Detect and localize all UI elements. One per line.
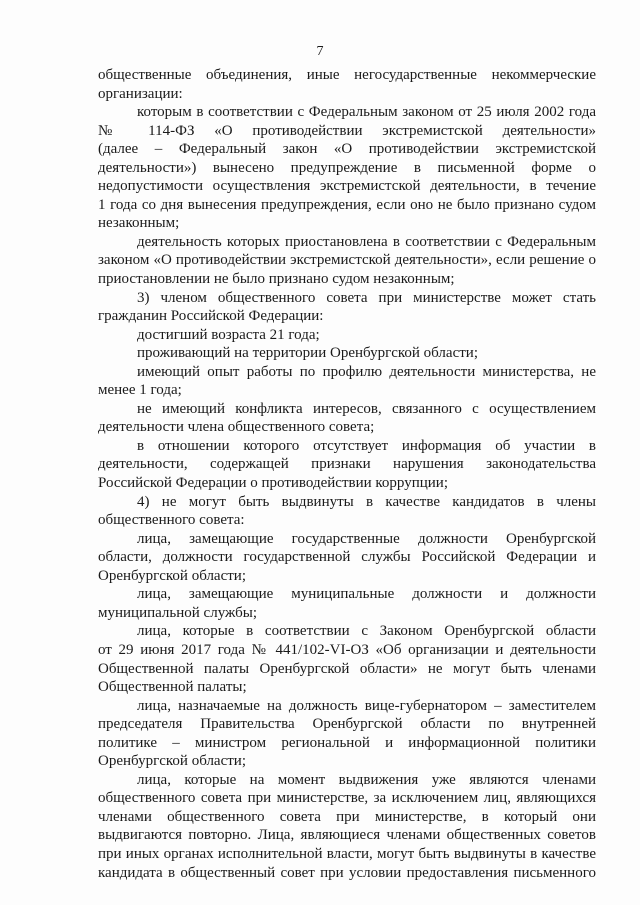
text-line: председателя Правительства Оренбургской области по внутренней [98, 716, 596, 733]
text-line: которым в соответствии с Федеральным законом от 25 июля 2002 года [137, 104, 596, 121]
text-line: деятельности, содержащей признаки нарушения законодательства [98, 456, 596, 473]
text-line: (далее – Федеральный закон «О противодействии экстремистской [98, 141, 596, 158]
text-line: приостановлении не было признано судом незаконным; [98, 271, 455, 288]
text-line: членами общественного совета при министерстве, в который они [98, 808, 596, 825]
text-line: при иных органах исполнительной власти, могут быть выдвинуты в качестве [98, 845, 596, 862]
text-line: незаконным; [98, 215, 180, 232]
text-line: не имеющий конфликта интересов, связанного с осуществлением [137, 400, 596, 417]
paragraph [98, 493, 596, 530]
text-line: от 29 июня 2017 года № 441/102-VI-ОЗ «Об организации и деятельности [98, 641, 596, 658]
text-line: общественные объединения, иные негосударственные некоммерческие [98, 67, 596, 83]
text-line: организации: [98, 85, 183, 102]
paragraph [98, 622, 596, 696]
text-line: общественного совета: [98, 512, 245, 529]
text-line: проживающий на территории Оренбургской области; [137, 345, 478, 362]
text-line: достигший возраста 21 года; [137, 326, 320, 343]
text-line: общественного совета при министерстве, за исключением лиц, являющихся [98, 790, 596, 807]
paragraph [98, 326, 596, 345]
text-line: Российской Федерации о противодействии коррупции; [98, 475, 448, 492]
text-line: законом «О противодействии экстремистской деятельности», если решение о [98, 252, 596, 269]
text-line: кандидата в общественный совет при условии предоставления письменного [98, 864, 596, 881]
text-line: в отношении которого отсутствует информация об участии в [137, 437, 596, 454]
text-line: Оренбургской области; [98, 567, 247, 584]
text-line: лица, замещающие муниципальные должности и должности [137, 586, 596, 603]
text-line: деятельности члена общественного совета; [98, 419, 375, 436]
text-line: муниципальной службы; [98, 604, 258, 621]
text-line: лица, которые на момент выдвижения уже являются членами [137, 771, 596, 788]
text-line: деятельности») вынесено предупреждение в письменной форме о [98, 159, 596, 176]
document-body [98, 66, 596, 882]
paragraph [98, 66, 596, 103]
paragraph [98, 344, 596, 363]
paragraph [98, 233, 596, 289]
text-line: области, должности государственной службы Российской Федерации и [98, 549, 596, 566]
paragraph [98, 103, 596, 233]
page-number: 7 [316, 44, 324, 59]
paragraph [98, 437, 596, 493]
text-line: лица, назначаемые на должность вице-губернатором – заместителем [137, 697, 596, 714]
text-line: № 114-ФЗ «О противодействии экстремистской деятельности» [98, 122, 596, 139]
text-line: менее 1 года; [98, 382, 182, 399]
text-line: Общественной палаты Оренбургской области» не могут быть членами [98, 660, 596, 677]
paragraph [98, 289, 596, 326]
text-line: 1 года со дня вынесения предупреждения, если оно не было признано судом [98, 196, 596, 213]
text-line: гражданин Российской Федерации: [98, 308, 324, 325]
paragraph [98, 363, 596, 400]
text-line: политике – министром региональной и информационной политики [98, 734, 596, 751]
text-line: деятельность которых приостановлена в соответствии с Федеральным [137, 233, 596, 250]
paragraph [98, 697, 596, 771]
text-line: лица, которые в соответствии с Законом Оренбургской области [137, 623, 596, 640]
text-line: недопустимости осуществления экстремистской деятельности, в течение [98, 178, 596, 195]
text-line: 3) членом общественного совета при министерстве может стать [137, 289, 596, 306]
paragraph [98, 585, 596, 622]
text-line: Оренбургской области; [98, 753, 247, 770]
text-line: имеющий опыт работы по профилю деятельности министерства, не [137, 363, 596, 380]
paragraph [98, 400, 596, 437]
text-line: 4) не могут быть выдвинуты в качестве кандидатов в члены [137, 493, 596, 510]
text-line: Общественной палаты; [98, 679, 247, 696]
text-line: лица, замещающие государственные должности Оренбургской [137, 530, 596, 547]
text-line: выдвигаются повторно. Лица, являющиеся членами общественных советов [98, 827, 596, 844]
paragraph [98, 530, 596, 586]
paragraph [98, 771, 596, 882]
